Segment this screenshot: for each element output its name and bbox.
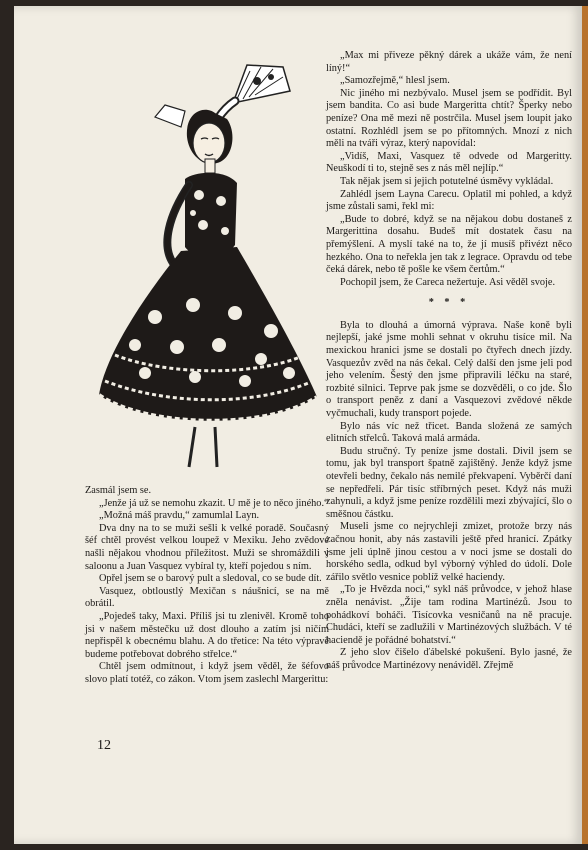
paragraph: „Vidíš, Maxi, Vasquez tě odvede od Margeritty. Neuškodí ti to, stejně ses z nás měl nejlíp.“ — [326, 150, 572, 175]
paragraph: Opřel jsem se o barový pult a sledoval, co se bude dít. — [99, 573, 322, 585]
paragraph: Pochopil jsem, že Careca nežertuje. Asi věděl svoje. — [340, 276, 556, 288]
paragraph: Nic jiného mi nezbývalo. Musel jsem se podřídit. Byl jsem bandita. Co asi bude Margeritta chtít? Šperky nebo peníze? Ona mě mezi ně postrčila. Musel jsem loupit jako ostatní. Rozhlédl jsem se po přítomných. Mnozí z nich měli na tváři výraz, který napovídal: — [326, 87, 572, 150]
paragraph: Tak nějak jsem si jejich potutelné úsměvy vykládal. — [340, 175, 554, 187]
paragraph: „To je Hvězda noci,“ sykl náš průvodce, v jehož hlase zněla nenávist. „Žije tam rodina Martinézů. Jsou to pohádkoví boháči. Tisícovka vesničanů na ně pracuje. Chudáci, kteří se zadlužili v Martinézových službách. V té haciendě je pořádné bohatství.“ — [326, 584, 572, 646]
paragraph: „Bude to dobré, když se na nějakou dobu dostaneš z Margerittina dosahu. Budeš mít dostatek času na přemýšlení. A myslí také na to, že jí musíš přivézt něco hezkého. Ona to neřekla jen tak z legrace. Opravdu od tebe čeká dárek, nebo tě pošle ke všem čertům.“ — [326, 213, 572, 276]
paragraph: Z jeho slov čišelo ďábelské pokušení. Bylo jasné, že náš průvodce Martinézovy nenáviděl. Zřejmě — [326, 647, 572, 671]
paragraph: Vasquez, obtloustlý Mexičan s náušnicí, se na mě obrátil. — [85, 585, 329, 610]
paragraph: Zasmál jsem se. — [85, 485, 152, 496]
paragraph: Museli jsme co nejrychleji zmizet, protože brzy nás začnou honit, aby nás zastavili ještě před hranicí. Zpátky jsme jeli úplně jinou cestou a v noci jsme se dostali do horského sedla, odkud byl výborný výhled do údolí. Dole zářilo světlo vesnice poblíž velké haciendy. — [326, 521, 572, 583]
paragraph: „Možná máš pravdu,“ zamumlal Layn. — [99, 510, 260, 522]
paragraph: Chtěl jsem odmítnout, i když jsem věděl, že šéfovo slovo platí totéž, co zákon. Vtom jsem zaslechl Margerittu: — [85, 661, 329, 685]
paragraph: Budu stručný. Ty peníze jsme dostali. Divil jsem se tomu, jak byl transport špatně zajištěný. Jenže když jsme otevřeli bedny, čekalo nás nemilé překvapení. Vyběrčí daní se nepředřeli. Pár tisíc stříbrných peset. Když nás muži zahynuli, a když jsme peníze rozdělili mezi zbývající, šlo o směšnou částku. — [326, 445, 572, 520]
section-separator: * * * — [428, 297, 470, 309]
paragraph: „Jenže já už se nemohu zkazit. U mě je to něco jiného.“ — [99, 497, 329, 509]
paragraph: Dva dny na to se muži sešli k velké poradě. Současný šéf chtěl provést velkou loupež v Mexiku. Jeho zvědové našli nějakou vhodnou příležitost. Muži se shromáždili v saloonu a Juan Vasquez vybíral ty, kteří pojedou s ním. — [85, 522, 329, 572]
flamenco-dancer-illustration — [85, 55, 325, 480]
book-page — [14, 6, 582, 844]
paragraph: Zahlédl jsem Layna Carecu. Oplatil mi pohled, a když jsme zůstali sami, řekl mi: — [326, 188, 572, 213]
paragraph: Bylo nás víc než třicet. Banda složená ze samých elitních střelců. Taková malá armáda. — [326, 420, 572, 445]
paragraph: „Max mi přiveze pěkný dárek a ukáže vám, že není líný!“ — [326, 50, 572, 74]
right-text-column — [326, 50, 572, 673]
paragraph: „Pojedeš taky, Maxi. Příliš jsi tu zlenivěl. Kromě toho jsi v našem městečku už dost dlouho a zatím jsi ničím nepřispěl k obecnému blahu. A do třetice: Na této výpravě budeme potřebovat dobrého střelce.“ — [85, 610, 329, 660]
page-number: 12 — [97, 738, 111, 753]
left-text-column — [85, 485, 329, 687]
paragraph: „Samozřejmě,“ hlesl jsem. — [340, 75, 450, 87]
paragraph: Byla to dlouhá a úmorná výprava. Naše koně byli nejlepší, jaké jsme mohli sehnat v okruhu tisíce mil. Na mexickou hranici jsme se dostali po čtyřech dnech jízdy. Vasquezův zvěd na nás čekal. Celý další den jsme jeli pod jeho velením. Šestý den jsme připravili léčku na staré, rozbité silnici. Teprve pak jsme se dozvěděli, o co jde. Šlo o transport peněz z daní a Vasquezovi zvědové někde vyčmuchali, kudy transport pojede. — [326, 319, 572, 420]
fan-icon — [233, 65, 290, 103]
